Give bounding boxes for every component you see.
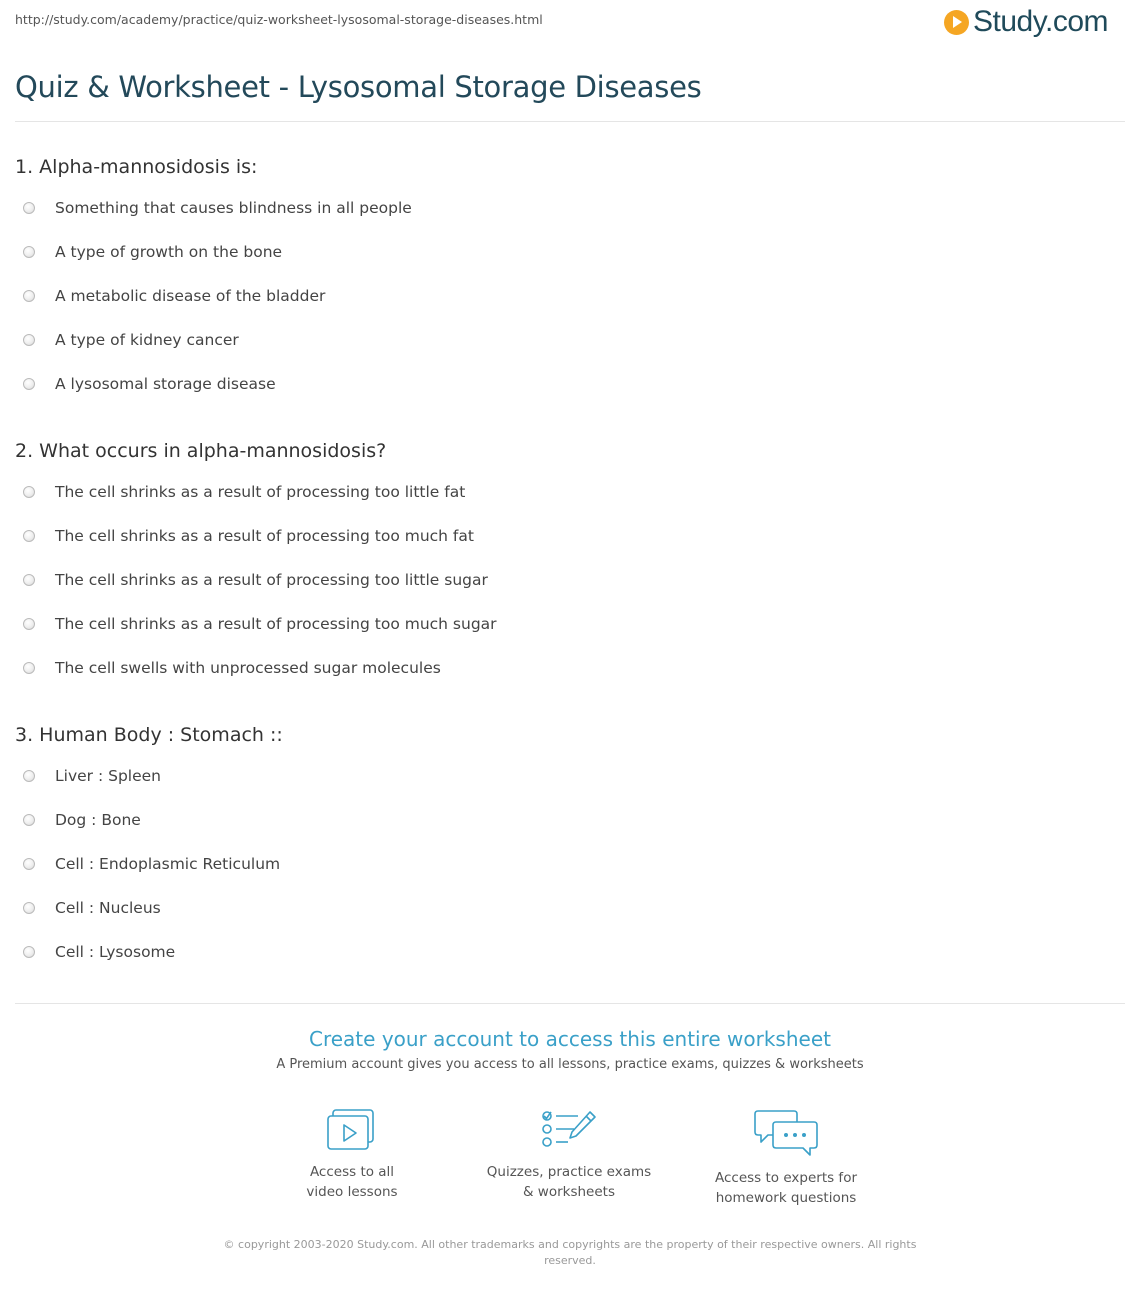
- radio-button[interactable]: [23, 662, 35, 674]
- chat-bubbles-icon: [754, 1108, 818, 1158]
- question-title: 2. What occurs in alpha-mannosidosis?: [15, 440, 387, 462]
- radio-button[interactable]: [23, 814, 35, 826]
- feature-line: video lessons: [306, 1184, 398, 1200]
- feature-line: homework questions: [715, 1190, 857, 1206]
- copyright-notice: [215, 1237, 925, 1269]
- radio-button[interactable]: [23, 618, 35, 630]
- answer-option[interactable]: [15, 930, 1115, 974]
- title-divider: [15, 121, 1125, 122]
- question-2: [15, 436, 1115, 690]
- feature-line: Access to experts for: [714, 1170, 857, 1186]
- answer-label: The cell shrinks as a result of processing too little fat: [55, 483, 466, 501]
- radio-button[interactable]: [23, 378, 35, 390]
- answer-list: [15, 186, 1115, 406]
- answer-option[interactable]: [15, 842, 1115, 886]
- radio-button[interactable]: [23, 770, 35, 782]
- answer-option[interactable]: [15, 558, 1115, 602]
- feature-line: & worksheets: [522, 1184, 615, 1200]
- question-title: 1. Alpha-mannosidosis is:: [15, 156, 258, 178]
- answer-list: [15, 754, 1115, 974]
- radio-button[interactable]: [23, 290, 35, 302]
- answer-label: Cell : Lysosome: [55, 943, 176, 961]
- question-3: [15, 720, 1115, 974]
- answer-option[interactable]: [15, 602, 1115, 646]
- answer-option[interactable]: [15, 886, 1115, 930]
- feature-quizzes: [469, 1108, 669, 1202]
- question-title: 3. Human Body : Stomach ::: [15, 724, 283, 746]
- create-account-link[interactable]: Create your account to access this entire worksheet: [309, 1027, 831, 1051]
- answer-label: A lysosomal storage disease: [55, 375, 276, 393]
- page-title: Quiz & Worksheet - Lysosomal Storage Diseases: [15, 70, 702, 104]
- answer-option[interactable]: [15, 318, 1115, 362]
- answer-label: The cell shrinks as a result of processing too little sugar: [55, 571, 488, 589]
- radio-button[interactable]: [23, 202, 35, 214]
- answer-option[interactable]: [15, 230, 1115, 274]
- copyright-line: © copyright 2003-2020 Study.com. All other trademarks and copyrights are the property of their respective owners. All rights: [223, 1238, 917, 1251]
- questions-divider: [15, 1003, 1125, 1004]
- answer-option[interactable]: [15, 274, 1115, 318]
- radio-button[interactable]: [23, 486, 35, 498]
- radio-button[interactable]: [23, 246, 35, 258]
- answer-label: Something that causes blindness in all people: [55, 199, 412, 217]
- video-lessons-icon: [326, 1108, 378, 1152]
- logo-text: Study.com: [973, 5, 1108, 38]
- answer-label: A type of growth on the bone: [55, 243, 283, 261]
- play-logo-icon: [944, 10, 969, 35]
- answer-option[interactable]: [15, 362, 1115, 406]
- answer-option[interactable]: [15, 514, 1115, 558]
- answer-label: Dog : Bone: [55, 811, 141, 829]
- answer-label: The cell shrinks as a result of processing too much sugar: [55, 615, 497, 633]
- radio-button[interactable]: [23, 858, 35, 870]
- answer-option[interactable]: [15, 754, 1115, 798]
- answer-list: [15, 470, 1115, 690]
- radio-button[interactable]: [23, 946, 35, 958]
- answer-label: Liver : Spleen: [55, 767, 161, 785]
- question-1: [15, 152, 1115, 406]
- answer-label: The cell swells with unprocessed sugar molecules: [55, 659, 441, 677]
- quiz-checklist-icon: [540, 1108, 598, 1152]
- answer-label: Cell : Nucleus: [55, 899, 161, 917]
- page-url: http://study.com/academy/practice/quiz-worksheet-lysosomal-storage-diseases.html: [15, 12, 543, 27]
- radio-button[interactable]: [23, 530, 35, 542]
- signup-cta: [0, 1027, 1140, 1072]
- cta-subtitle: A Premium account gives you access to all lessons, practice exams, quizzes & worksheets: [276, 1057, 864, 1072]
- answer-option[interactable]: [15, 186, 1115, 230]
- study-logo[interactable]: [944, 7, 1108, 37]
- radio-button[interactable]: [23, 334, 35, 346]
- answer-option[interactable]: [15, 646, 1115, 690]
- feature-video-lessons: [252, 1108, 452, 1202]
- answer-option[interactable]: [15, 470, 1115, 514]
- feature-line: Access to all: [309, 1164, 395, 1180]
- feature-experts: [686, 1108, 886, 1208]
- radio-button[interactable]: [23, 574, 35, 586]
- answer-option[interactable]: [15, 798, 1115, 842]
- copyright-line: reserved.: [544, 1254, 596, 1267]
- answer-label: A type of kidney cancer: [55, 331, 239, 349]
- answer-label: A metabolic disease of the bladder: [55, 287, 326, 305]
- answer-label: The cell shrinks as a result of processing too much fat: [55, 527, 474, 545]
- feature-line: Quizzes, practice exams: [486, 1164, 652, 1180]
- radio-button[interactable]: [23, 902, 35, 914]
- answer-label: Cell : Endoplasmic Reticulum: [55, 855, 281, 873]
